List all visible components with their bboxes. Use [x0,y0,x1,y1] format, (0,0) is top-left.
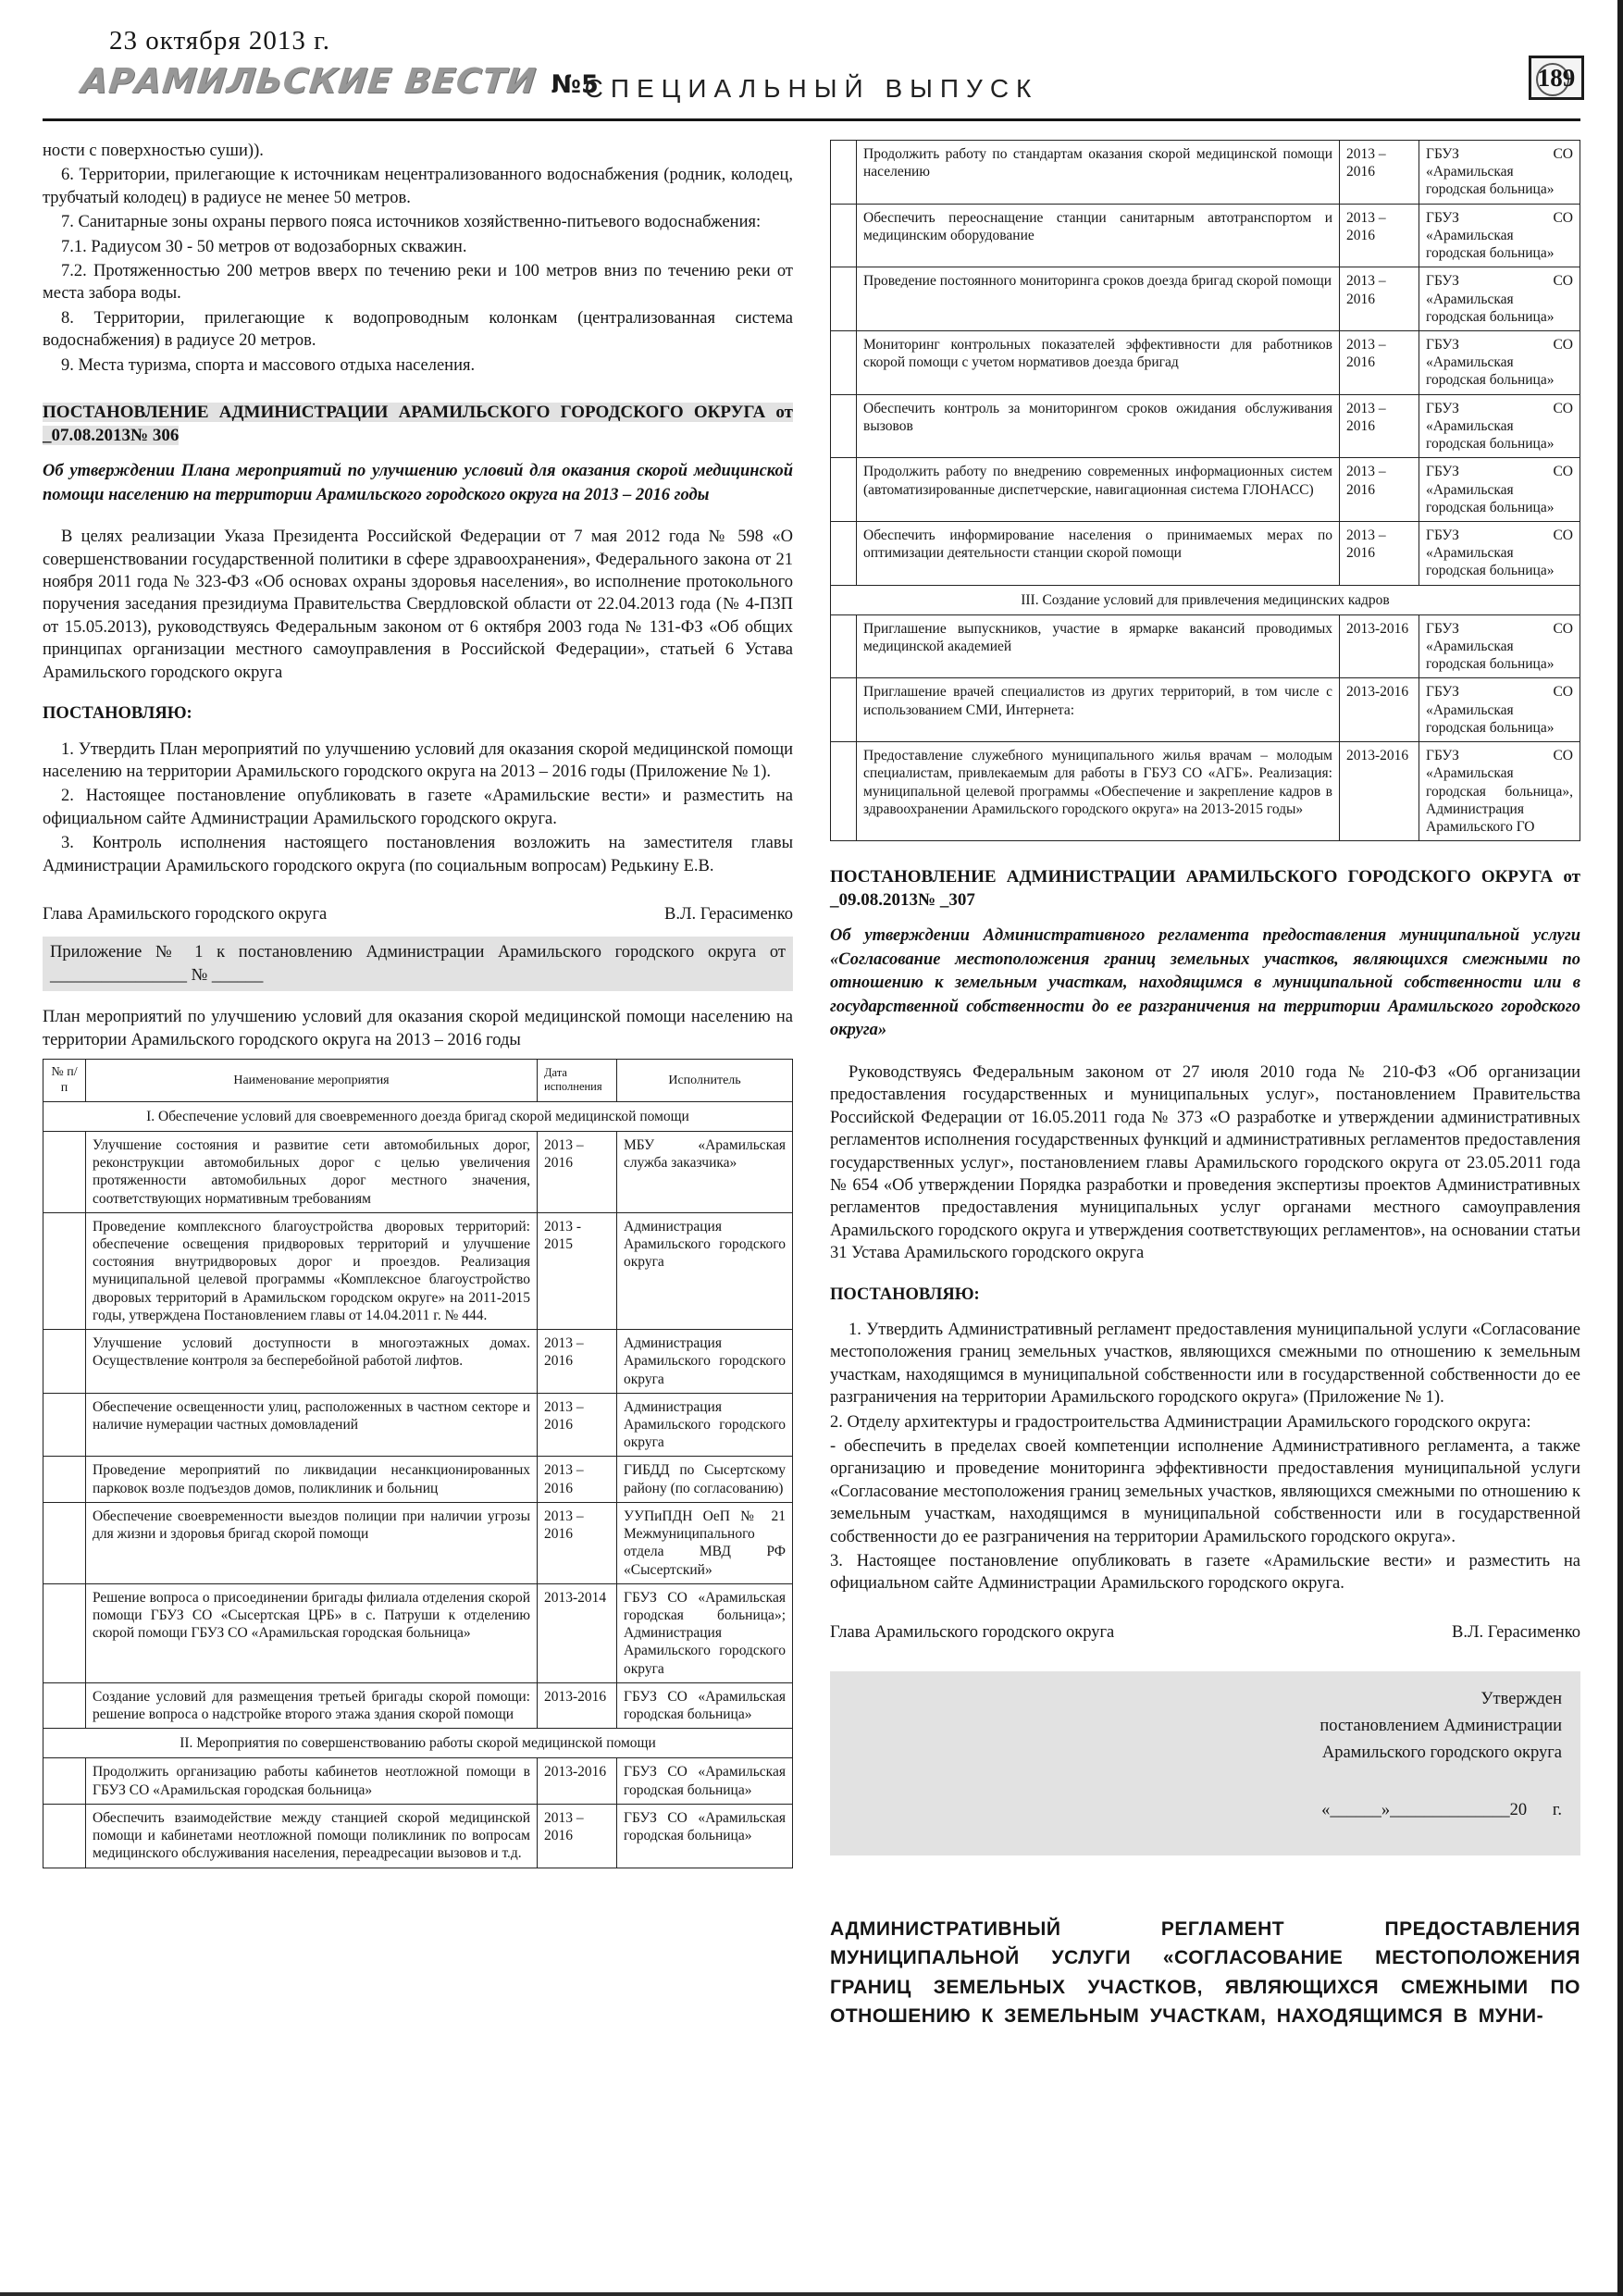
date-cell: 2013 – 2016 [538,1131,617,1212]
executor-cell: ГБУЗ СО «Арамильская городская больница» [617,1758,793,1804]
executor-cell: ГБУЗ СО «Арамильская городская больница» [1419,141,1580,205]
table-section-row [43,1101,793,1131]
date-cell: 2013 – 2016 [1340,458,1419,522]
executor-cell: УУПиПДН ОеП № 21 Межмуниципального отдела МВД РФ «Сысертский» [617,1502,793,1583]
plan-table-left [43,1059,793,1868]
plan-table-right [830,140,1580,841]
row-number-cell [831,742,857,841]
date-cell: 2013 – 2016 [538,1502,617,1583]
date-cell: 2013 – 2016 [538,1393,617,1457]
activity-cell: Приглашение врачей специалистов из других территорий, в том числе с использованием СМИ, Интернета: [857,678,1340,742]
executor-cell: ГИБДД по Сысертскому району (по согласованию) [617,1457,793,1502]
resolution-307-preamble: Руководствуясь Федеральным законом от 27 июля 2010 года № 210-ФЗ «Об организации предоставления государственных и муниципальных услуг», постановлением Правительства Российской Федерации от 16.05.2011 года № 373 «О разработке и утверждении административных регламентов исполнения государственных функций и административных регламентов предоставления государственных услуг», постановлением главы Арамильского городского округа от 23.05.2011 года № 654 «Об утверждении Порядка разработки и проведения экспертизы проектов Административных регламентов предоставления муниципальных услуг органами местного самоуправления Арамильского городского округа и утверждения соответствующих регламентов», на основании статьи 31 Устава Арамильского городского округа [830,1062,1580,1263]
page-number-box [1529,56,1584,100]
table-section-row [43,1729,793,1758]
resolution-307-heading-text: ПОСТАНОВЛЕНИЕ АДМИНИСТРАЦИИ АРАМИЛЬСКОГО ГОРОДСКОГО ОКРУГА от _09.08.2013№ _307 [830,867,1580,911]
date-cell: 2013-2016 [538,1758,617,1804]
executor-cell: Администрация Арамильского городского округа [617,1330,793,1394]
activity-cell: Обеспечить взаимодействие между станцией скорой медицинской помощи и кабинетами неотложной помощи поликлиник по вопросам медицинского обслуживания населения, переадресации вызовов и т.д. [86,1804,538,1868]
row-number-cell [43,1212,86,1329]
approval-block [830,1671,1580,1855]
body-paragraph: ности с поверхностью суши)). [43,142,264,160]
executor-cell: ГБУЗ СО «Арамильская городская больница» [1419,458,1580,522]
page-body [0,121,1623,2031]
table-row [43,1502,793,1583]
signature-title: Глава Арамильского городского округа [830,1622,1115,1642]
row-number-cell [43,1804,86,1868]
col-header-executor: Исполнитель [617,1059,793,1101]
resolution-307-item: 1. Утвердить Административный регламент предоставления муниципальной услуги «Согласование местоположения границ земельных участков, являющихся смежными по отношению к земельным участкам, находящимся в муниципальной собственности или в государственной собственности до ее разграничения на территории Арамильского городского округа» (Приложение № 1). [830,1321,1580,1408]
activity-cell: Продолжить организацию работы кабинетов неотложной помощи в ГБУЗ СО «Арамильская городская больница» [86,1758,538,1804]
activity-cell: Обеспечить информирование населения о принимаемых мерах по оптимизации деятельности станции скорой помощи [857,521,1340,585]
activity-cell: Мониторинг контрольных показателей эффективности для работников скорой помощи с учетом нормативов доезда бригад [857,330,1340,394]
row-number-cell [831,458,857,522]
approval-line: Утвержден [1481,1690,1562,1709]
body-paragraph: 9. Места туризма, спорта и массового отдыха населения. [61,355,476,375]
table-row [831,204,1580,267]
section-title-cell: II. Мероприятия по совершенствованию работы скорой медицинской помощи [43,1729,793,1758]
annex-note: Приложение № 1 к постановлению Администрации Арамильского городского округа от ________________ № ______ [43,937,793,991]
col-header-num: № п/п [43,1059,86,1101]
signature-title: Глава Арамильского городского округа [43,904,328,924]
activity-cell: Обеспечение освещенности улиц, расположенных в частном секторе и наличие нумерации частных домовладений [86,1393,538,1457]
table-row [43,1131,793,1212]
resolution-307-item: 2. Отделу архитектуры и градостроительства Администрации Арамильского городского округа: [830,1412,1531,1432]
date-cell: 2013 – 2016 [538,1330,617,1394]
date-cell: 2013 – 2016 [538,1804,617,1868]
resolve-word: ПОСТАНОВЛЯЮ: [830,1285,980,1304]
table-section-row [831,585,1580,614]
table-row [831,330,1580,394]
executor-cell: Администрация Арамильского городского округа [617,1212,793,1329]
executor-cell: ГБУЗ СО «Арамильская городская больница» [1419,267,1580,331]
newspaper-logo: АРАМИЛЬСКИЕ ВЕСТИ [79,61,539,101]
signature-name: В.Л. Герасименко [664,904,793,924]
activity-cell: Предоставление служебного муниципального жилья врачам – молодым специалистам, привлекаемым для работы в ГБУЗ СО «АГБ». Реализация: муниципальной целевой программы «Обеспечение и закрепление кадров в здравоохранении Арамильского городского округа» на 2013-2015 годы» [857,742,1340,841]
date-cell: 2013 – 2016 [1340,141,1419,205]
table-row [831,267,1580,331]
executor-cell: ГБУЗ СО «Арамильская городская больница»; Администрация Арамильского городского округа [617,1583,793,1682]
body-paragraph: 8. Территории, прилегающие к водопроводным колонкам (централизованная система водоснабжения) в радиусе 20 метров. [43,308,793,351]
table-row [831,678,1580,742]
col-header-date: Дата исполнения [538,1059,617,1101]
activity-cell: Улучшение условий доступности в многоэтажных домах. Осуществление контроля за бесперебойной работой лифтов. [86,1330,538,1394]
date-cell: 2013-2014 [538,1583,617,1682]
table-row [43,1583,793,1682]
resolution-307-subject: Об утверждении Административного регламента предоставления муниципальной услуги «Согласование местоположения границ земельных участков, являющихся смежными по отношению к земельным участкам, находящимся в муниципальной собственности или в государственной собственности до ее разграничения на территории Арамильского городского округа» [830,926,1580,1040]
row-number-cell [43,1502,86,1583]
executor-cell: ГБУЗ СО «Арамильская городская больница» [1419,204,1580,267]
intro-text [43,140,793,377]
executor-cell: МБУ «Арамильская служба заказчика» [617,1131,793,1212]
table-row [43,1330,793,1394]
executor-cell: ГБУЗ СО «Арамильская городская больница» [1419,614,1580,678]
table-row [831,141,1580,205]
table-row [43,1212,793,1329]
date-cell: 2013-2016 [538,1682,617,1728]
table-row [43,1804,793,1868]
date-cell: 2013 – 2016 [1340,330,1419,394]
date-cell: 2013 – 2016 [1340,394,1419,458]
left-column [43,140,793,2031]
resolve-word: ПОСТАНОВЛЯЮ: [43,704,192,724]
section-title-cell: I. Обеспечение условий для своевременного доезда бригад скорой медицинской помощи [43,1101,793,1131]
executor-cell: ГБУЗ СО «Арамильская городская больница» [1419,330,1580,394]
table-row [43,1682,793,1728]
date-cell: 2013 – 2016 [1340,521,1419,585]
table-row [831,394,1580,458]
table-row [43,1457,793,1502]
row-number-cell [831,204,857,267]
activity-cell: Продолжить работу по внедрению современных информационных систем (автоматизированные диспетчерские, навигационная система ГЛОНАСС) [857,458,1340,522]
activity-cell: Обеспечить контроль за мониторингом сроков ожидания обслуживания вызовов [857,394,1340,458]
resolution-307-item: - обеспечить в пределах своей компетенции исполнение Административного регламента, а также организацию и проведение мониторинга эффективности предоставления муниципальной услуги «Согласование местоположения границ земельных участков, являющихся смежными по отношению к земельным участкам, находящимся в муниципальной собственности или в государственной собственности до ее разграничения на территории Арамильского городского округа». [830,1437,1580,1546]
special-issue-title: СПЕЦИАЛЬНЫЙ ВЫПУСК [584,74,1039,103]
date-cell: 2013 - 2015 [538,1212,617,1329]
activity-cell: Проведение постоянного мониторинга сроков доезда бригад скорой помощи [857,267,1340,331]
row-number-cell [43,1330,86,1394]
resolution-306-item: 3. Контроль исполнения настоящего постановления возложить на заместителя главы Администрации Арамильского городского округа (по социальным вопросам) Редькину Е.В. [43,834,793,875]
masthead-logo-row [81,61,599,101]
activity-cell: Улучшение состояния и развитие сети автомобильных дорог, реконструкции автомобильных дорог с целью увеличения протяженности автомобильных дорог местного значения, соответствующих нормативным требованиям [86,1131,538,1212]
row-number-cell [831,267,857,331]
date-cell: 2013 – 2016 [538,1457,617,1502]
table-row [831,614,1580,678]
executor-cell: ГБУЗ СО «Арамильская городская больница» [1419,394,1580,458]
date-cell: 2013-2016 [1340,678,1419,742]
issue-date: 23 октября 2013 г. [109,26,331,56]
body-paragraph: 7.1. Радиусом 30 - 50 метров от водозаборных скважин. [61,237,467,256]
activity-cell: Обеспечить переоснащение станции санитарным автотранспортом и медицинским оборудование [857,204,1340,267]
table-header-row [43,1059,793,1101]
resolution-306-item: 2. Настоящее постановление опубликовать в газете «Арамильские вести» и разместить на официальном сайте Администрации Арамильского городского округа. [43,787,793,828]
row-number-cell [43,1583,86,1682]
row-number-cell [43,1393,86,1457]
signature-row [43,903,793,925]
activity-cell: Решение вопроса о присоединении бригады филиала отделения скорой помощи ГБУЗ СО «Сысертская ЦРБ» в с. Патруши к отделению скорой помощи ГБУЗ СО «Арамильская городская больница» [86,1583,538,1682]
date-cell: 2013-2016 [1340,614,1419,678]
plan-title: План мероприятий по улучшению условий для оказания скорой медицинской помощи населению на территории Арамильского городского округа на 2013 – 2016 годы [43,1008,793,1049]
resolution-306-item: 1. Утвердить План мероприятий по улучшению условий для оказания скорой медицинской помощи населению на территории Арамильского городского округа на 2013 – 2016 годы (Приложение № 1). [43,739,793,781]
row-number-cell [831,330,857,394]
row-number-cell [831,141,857,205]
signature-row [830,1621,1580,1644]
activity-cell: Продолжить работу по стандартам оказания скорой медицинской помощи населению [857,141,1340,205]
executor-cell: ГБУЗ СО «Арамильская городская больница», Администрация Арамильского ГО [1419,742,1580,841]
executor-cell: ГБУЗ СО «Арамильская городская больница» [1419,521,1580,585]
activity-cell: Обеспечение своевременности выездов полиции при наличии угрозы для жизни и здоровья бригад скорой помощи [86,1502,538,1583]
resolution-306-preamble: В целях реализации Указа Президента Российской Федерации от 7 мая 2012 года № 598 «О совершенствовании государственной политики в сфере здравоохранения», Федерального закона от 21 ноября 2011 года № 323-ФЗ «Об основах охраны здоровья населения», во исполнение протокольного поручения заседания президиума Правительства Свердловской области от 22.04.2013 года (№ 4-ПЗП от 15.05.2013), руководствуясь Федеральным законом от 6 октября 2003 года № 131-ФЗ «Об общих принципах организации местного самоуправления в Российской Федерации», статьей 6 Устава Арамильского городского округа [43,527,793,682]
table-row [831,521,1580,585]
page-header [0,0,1623,118]
body-paragraph: 7.2. Протяженностью 200 метров вверх по течению реки и 100 метров вниз по течению реки от места забора воды. [43,262,793,304]
approval-line: постановлением Администрации [1319,1716,1562,1735]
row-number-cell [831,521,857,585]
date-cell: 2013 – 2016 [1340,204,1419,267]
date-cell: 2013-2016 [1340,742,1419,841]
row-number-cell [43,1131,86,1212]
executor-cell: ГБУЗ СО «Арамильская городская больница» [617,1804,793,1868]
signature-name: В.Л. Герасименко [1452,1622,1580,1642]
resolution-306-heading [43,401,793,447]
activity-cell: Проведение комплексного благоустройства дворовых территорий: обеспечение освещения придворовых территорий и улучшение состояния внутридворовых дорог и проездов. Реализация муниципальной целевой программы «Комплексное благоустройство дворовых территорий в Арамильском городском округе» на 2011-2015 годы, утверждена Постановлением главы от 14.04.2011 г. № 444. [86,1212,538,1329]
row-number-cell [831,394,857,458]
resolution-306-heading-text: ПОСТАНОВЛЕНИЕ АДМИНИСТРАЦИИ АРАМИЛЬСКОГО ГОРОДСКОГО ОКРУГА от _07.08.2013№ 306 [43,403,793,446]
executor-cell: Администрация Арамильского городского округа [617,1393,793,1457]
date-cell: 2013 – 2016 [1340,267,1419,331]
activity-cell: Проведение мероприятий по ликвидации несанкционированных парковок возле подъездов домов, поликлиник и больниц [86,1457,538,1502]
activity-cell: Создание условий для размещения третьей бригады скорой помощи: решение вопроса о надстройке второго этажа здания скорой помощи [86,1682,538,1728]
resolution-307-heading [830,865,1580,912]
row-number-cell [831,614,857,678]
table-row [43,1758,793,1804]
executor-cell: ГБУЗ СО «Арамильская городская больница» [617,1682,793,1728]
body-paragraph: 7. Санитарные зоны охраны первого пояса источников хозяйственно-питьевого водоснабжения: [61,213,762,232]
activity-cell: Приглашение выпускников, участие в ярмарке вакансий проводимых медицинской академией [857,614,1340,678]
row-number-cell [831,678,857,742]
right-column [830,140,1580,2031]
executor-cell: ГБУЗ СО «Арамильская городская больница» [1419,678,1580,742]
row-number-cell [43,1758,86,1804]
table-row [831,458,1580,522]
resolution-307-item: 3. Настоящее постановление опубликовать в газете «Арамильские вести» и разместить на официальном сайте Администрации Арамильского городского округа. [830,1552,1580,1594]
row-number-cell [43,1457,86,1502]
section-title-cell: III. Создание условий для привлечения медицинских кадров [831,585,1580,614]
col-header-activity: Наименование мероприятия [86,1059,538,1101]
issue-number: №5 [551,70,599,99]
approval-date-line: «______»______________20 г. [1321,1801,1562,1820]
table-row [831,742,1580,841]
resolution-306-subject: Об утверждении Плана мероприятий по улучшению условий для оказания скорой медицинской помощи населению на территории Арамильского городского округа на 2013 – 2016 годы [43,462,793,504]
table-row [43,1393,793,1457]
approval-line: Арамильского городского округа [1321,1743,1562,1762]
regulation-title: АДМИНИСТРАТИВНЫЙ РЕГЛАМЕНТ ПРЕДОСТАВЛЕНИЯ МУНИЦИПАЛЬНОЙ УСЛУГИ «СОГЛАСОВАНИЕ МЕСТОПОЛОЖЕНИЯ ГРАНИЦ ЗЕМЕЛЬНЫХ УЧАСТКОВ, ЯВЛЯЮЩИХСЯ СМЕЖНЫМИ ПО ОТНОШЕНИЮ К ЗЕМЕЛЬНЫМ УЧАСТКАМ, НАХОДЯЩИМСЯ В МУНИ- [830,1917,1580,2028]
body-paragraph: 6. Территории, прилегающие к источникам нецентрализованного водоснабжения (родник, колодец, трубчатый колодец) в радиусе не менее 50 метров. [43,166,793,207]
page-number: 189 [1537,63,1576,92]
row-number-cell [43,1682,86,1728]
